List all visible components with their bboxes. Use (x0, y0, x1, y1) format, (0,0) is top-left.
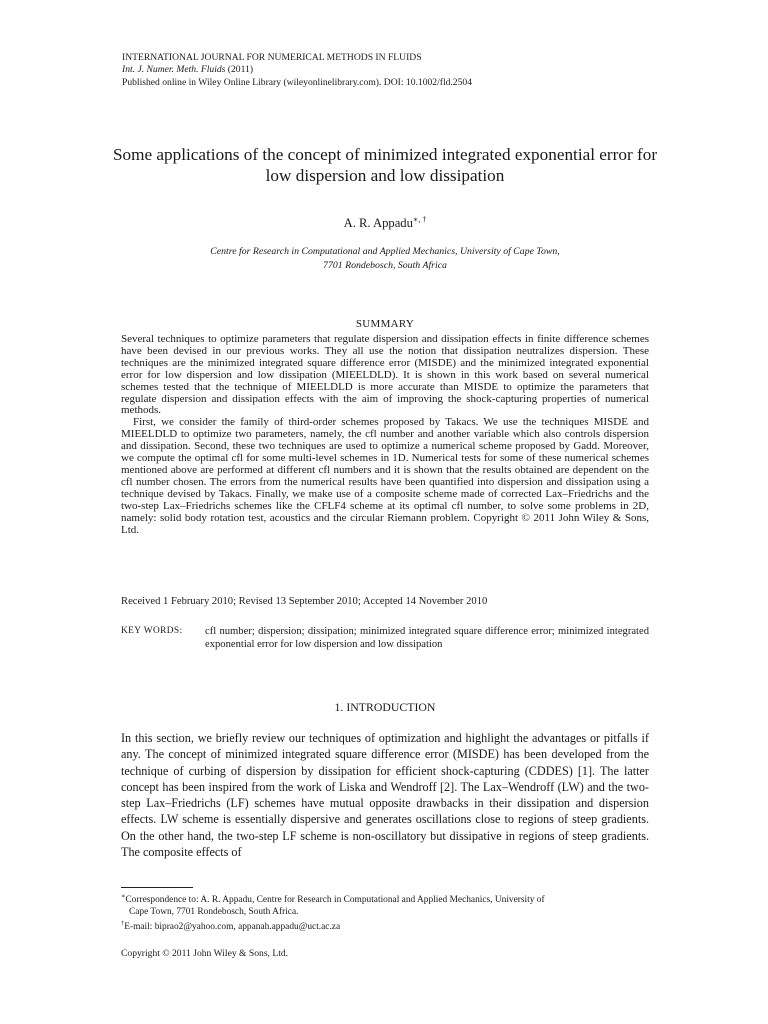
keywords (121, 625, 649, 651)
journal-name: INTERNATIONAL JOURNAL FOR NUMERICAL METHODS IN FLUIDS (122, 52, 422, 63)
author-name: A. R. Appadu (343, 216, 413, 230)
affiliation-line-1: Centre for Research in Computational and Applied Mechanics, University of Cape Town, (210, 246, 560, 257)
footnote-correspondence (121, 891, 649, 906)
footnote-email (121, 918, 649, 933)
summary-paragraph-1: Several techniques to optimize parameters that regulate dispersion and dissipation effects in finite difference schemes have been devised in our previous works. They all use the notion that dissipation neutralizes dispersion. These techniques are the minimized integrated square difference error (MISDE) and the minimized integrated exponential error for low dispersion and low dissipation (MIEELDLD). It is shown in this work based on several numerical schemes tested that the technique of MIEELDLD is more accurate than MISDE to optimize the parameters that regulate dispersion and dissipation effects with the aim of improving the shock-capturing properties of numerical methods. (121, 333, 649, 417)
footnote-correspondence-text: Correspondence to: A. R. Appadu, Centre for Research in Computational and Applied Mechanics, University of (125, 895, 545, 905)
keywords-label: KEY WORDS: (121, 626, 183, 636)
footnote-rule (121, 887, 193, 888)
author-line (100, 212, 670, 231)
summary-body (121, 334, 649, 536)
paper-title: Some applications of the concept of minimized integrated exponential error for low dispersion and low dissipation (112, 145, 658, 185)
footnote-correspondence-cont: Cape Town, 7701 Rondebosch, South Africa. (129, 907, 299, 918)
footnote-email-text: E-mail: biprao2@yahoo.com, appanah.appadu@uct.ac.za (124, 922, 341, 933)
keywords-text: cfl number; dispersion; dissipation; minimized integrated square difference error; minimized integrated exponential error for low dispersion and low dissipation (205, 626, 649, 650)
citation-year: (2011) (225, 64, 254, 76)
publication-line: Published online in Wiley Online Library (wileyonlinelibrary.com). DOI: 10.1002/fld.2504 (122, 76, 472, 88)
footnote-mark-2: † (121, 920, 125, 928)
summary-paragraph-2: First, we consider the family of third-order schemes proposed by Takacs. We use the techniques MISDE and MIEELDLD to optimize two parameters, namely, the cfl number and another variable which also controls dispersion and dissipation. Second, these two techniques are used to optimize a numerical scheme proposed by Gadd. Moreover, we compute the optimal cfl for some multi-level schemes in 1D. Numerical tests for some of these numerical schemes mentioned above are performed at different cfl numbers and it is shown that the results obtained are dependent on the cfl number chosen. The errors from the numerical results have been quantified into dispersion and dissipation using a technique devised by Takacs. Finally, we make use of a composite scheme made of corrected Lax–Friedrichs and the two-step Lax–Friedrichs schemes like the CFLF4 scheme at its optimal cfl number, to solve some problems in 2D, namely: solid body rotation test, acoustics and the circular Riemann problem. Copyright © 2011 John Wiley & Sons, Ltd. (121, 416, 649, 536)
received-dates: Received 1 February 2010; Revised 13 September 2010; Accepted 14 November 2010 (121, 596, 488, 607)
footnotes (121, 891, 649, 934)
introduction-paragraph: In this section, we briefly review our techniques of optimization and highlight the advantages or pitfalls if any. The concept of minimized integrated square difference error (MISDE) has been developed from the technique of curbing of dispersion by dissipation for efficient shock-capturing (CDDES) [1]. The latter concept has been inspired from the work of Liska and Wendroff [2]. The Lax–Wendroff (LW) and the two-step Lax–Friedrichs (LF) schemes have mutual opposite drawbacks in their dissipation and dispersion effects. LW scheme is essentially dispersive and generates oscillations close to regions of steep gradients. On the other hand, the two-step LF scheme is non-oscillatory but dissipative in regions of steep gradients. The composite effects of (121, 731, 649, 860)
section-heading-introduction: 1. INTRODUCTION (334, 700, 436, 714)
citation-abbrev: Int. J. Numer. Meth. Fluids (122, 64, 226, 76)
journal-header (122, 52, 682, 89)
author-footnote-marks: ∗, † (412, 215, 427, 224)
introduction-body (121, 730, 649, 860)
summary-heading: SUMMARY (355, 318, 415, 330)
affiliation (120, 245, 650, 272)
citation-line (122, 64, 682, 76)
affiliation-line-2: 7701 Rondebosch, South Africa (323, 259, 447, 271)
footnote-mark-1: ∗ (121, 893, 126, 900)
copyright-notice: Copyright © 2011 John Wiley & Sons, Ltd. (121, 948, 289, 959)
